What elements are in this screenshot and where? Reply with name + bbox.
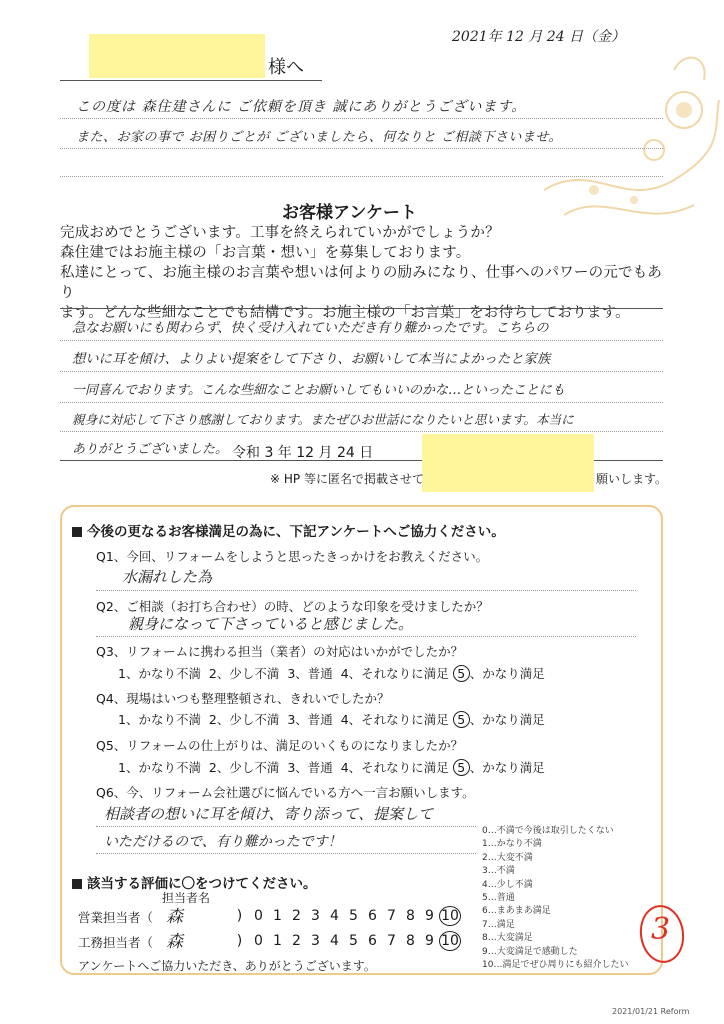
- floral-decoration: [534, 40, 724, 250]
- sales-staff-name: 森: [166, 907, 183, 927]
- survey-title: お客様アンケート: [282, 203, 417, 223]
- selected-option-circle: 5: [453, 711, 470, 728]
- selected-option-circle: 5: [453, 759, 470, 776]
- name-redaction: [89, 34, 265, 78]
- message-rule-1: [60, 118, 663, 119]
- selected-rating-circle: 10: [439, 931, 461, 951]
- name-underline: [60, 80, 322, 81]
- signature-redaction: [422, 434, 594, 492]
- q1-label: Q1、今回、リフォームをしようと思ったきっかけをお教えください。: [96, 549, 489, 564]
- q6-label: Q6、今、リフォーム会社選びに悩んでいる方へ一言お願いします。: [96, 785, 475, 800]
- square-bullet-icon: [72, 879, 82, 889]
- q3-options: 1、かなり不満 2、少し不満 3、普通 4、それなりに満足 5 、かなり満足: [118, 666, 545, 681]
- selected-option-circle: 5: [453, 665, 470, 682]
- date-written: 2021年 12 月 24 日（金）: [452, 29, 626, 45]
- q1-answer: 水漏れした為: [122, 568, 213, 586]
- comment-line: 親身に対応して下さり感謝しております。またぜひお世話になりたいと思います。本当に: [72, 412, 574, 427]
- intro-line: 私達にとって、お施主様のお言葉や想いは何よりの励みになり、仕事へのパワーの元でもあり: [60, 265, 663, 301]
- thanks-text: アンケートへご協力いただき、ありがとうございます。: [78, 959, 376, 973]
- handwritten-message-line: また、お家の事で お困りごとが ございましたら、何なりと ご相談下さいませ。: [76, 130, 563, 145]
- score-mark: 3: [651, 912, 671, 947]
- works-rating-scale: ) 0 1 2 3 4 5 6 7 8 9 10: [230, 931, 461, 951]
- q2-answer: 親身になって下さっていると感じました。: [128, 615, 414, 633]
- intro-line: 森住建ではお施主様の「お言葉・想い」を募集しております。: [60, 245, 471, 261]
- q2-answer-rule: [96, 636, 636, 637]
- comment-line: 急なお願いにも関わらず、快く受け入れていただき有り難かったです。こちらの: [72, 321, 549, 336]
- rating-heading: 該当する評価に〇をつけてください。: [72, 872, 317, 892]
- salutation: 様へ: [268, 57, 304, 78]
- sales-staff-label: 営業担当者（: [78, 910, 154, 925]
- comment-line: 一同喜んでおります。こんな些細なことお願いしてもいいのかな…といったことにも: [72, 383, 565, 398]
- comment-rule: [60, 431, 663, 432]
- message-rule-3: [60, 176, 663, 177]
- intro-line: 完成おめでとうございます。工事を終えられていかがでしょうか？: [60, 225, 500, 241]
- rating-legend: 0…不満で今後は取引したくない 1…かなり不満 2…大変不満 3…不満 4…少し不満 5…普通 6…まあまあ満足 7…満足 8…大変満足 9…大変満足で感動した 10…満足でぜひ周りにも紹介したい: [482, 826, 629, 971]
- q2-label: Q2、ご相談（お打ち合わせ）の時、どのような印象を受けましたか？: [96, 599, 489, 614]
- intro-line: ます。どんな些細なことでも結構です。お施主様の「お言葉」をお待ちしております。: [60, 305, 630, 321]
- square-bullet-icon: [72, 527, 82, 537]
- q6-answer-rule: [96, 826, 476, 827]
- q1-answer-rule: [96, 590, 636, 591]
- footer-code: 2021/01/21 Reform: [612, 1007, 690, 1016]
- sales-rating-scale: ) 0 1 2 3 4 5 6 7 8 9 10: [230, 906, 461, 926]
- publish-notice: ※ HP 等に匿名で掲載させて: [270, 472, 424, 486]
- comment-line: ありがとうございました。: [72, 442, 229, 457]
- comment-top-rule: [60, 308, 663, 309]
- q3-label: Q3、リフォームに携わる担当（業者）の対応はいかがでしたか？: [96, 644, 464, 659]
- selected-rating-circle: 10: [439, 906, 461, 926]
- q5-options: 1、かなり不満 2、少し不満 3、普通 4、それなりに満足 5 、かなり満足: [118, 760, 545, 775]
- q5-label: Q5、リフォームの仕上がりは、満足のいくものになりましたか？: [96, 738, 464, 753]
- handwritten-message-line: この度は 森住建さんに ご依頼を頂き 誠にありがとうございます。: [76, 99, 527, 115]
- works-staff-name: 森: [166, 932, 183, 952]
- staff-header: 担当者名: [162, 891, 211, 905]
- comment-line: 想いに耳を傾け、よりよい提案をして下さり、お願いして本当によかったと家族: [72, 352, 551, 367]
- works-staff-label: 工務担当者（: [78, 935, 154, 950]
- comment-rule: [60, 371, 663, 372]
- questionnaire-heading: 今後の更なるお客様満足の為に、下記アンケートへご協力ください。: [72, 520, 505, 540]
- comment-rule: [60, 340, 663, 341]
- comment-date: 令和 3 年 12 月 24 日: [232, 445, 374, 461]
- comment-rule: [60, 402, 663, 403]
- publish-notice: 願いします。: [596, 472, 668, 486]
- message-rule-2: [60, 148, 663, 149]
- q4-options: 1、かなり不満 2、少し不満 3、普通 4、それなりに満足 5 、かなり満足: [118, 712, 545, 727]
- q6-answer-line: いただけるので、有り難かったです！: [104, 834, 342, 850]
- q6-answer-line: 相談者の想いに耳を傾け、寄り添って、提案して: [104, 805, 434, 823]
- q6-answer-rule: [96, 853, 476, 854]
- q4-label: Q4、現場はいつも整理整頓され、きれいでしたか？: [96, 691, 390, 706]
